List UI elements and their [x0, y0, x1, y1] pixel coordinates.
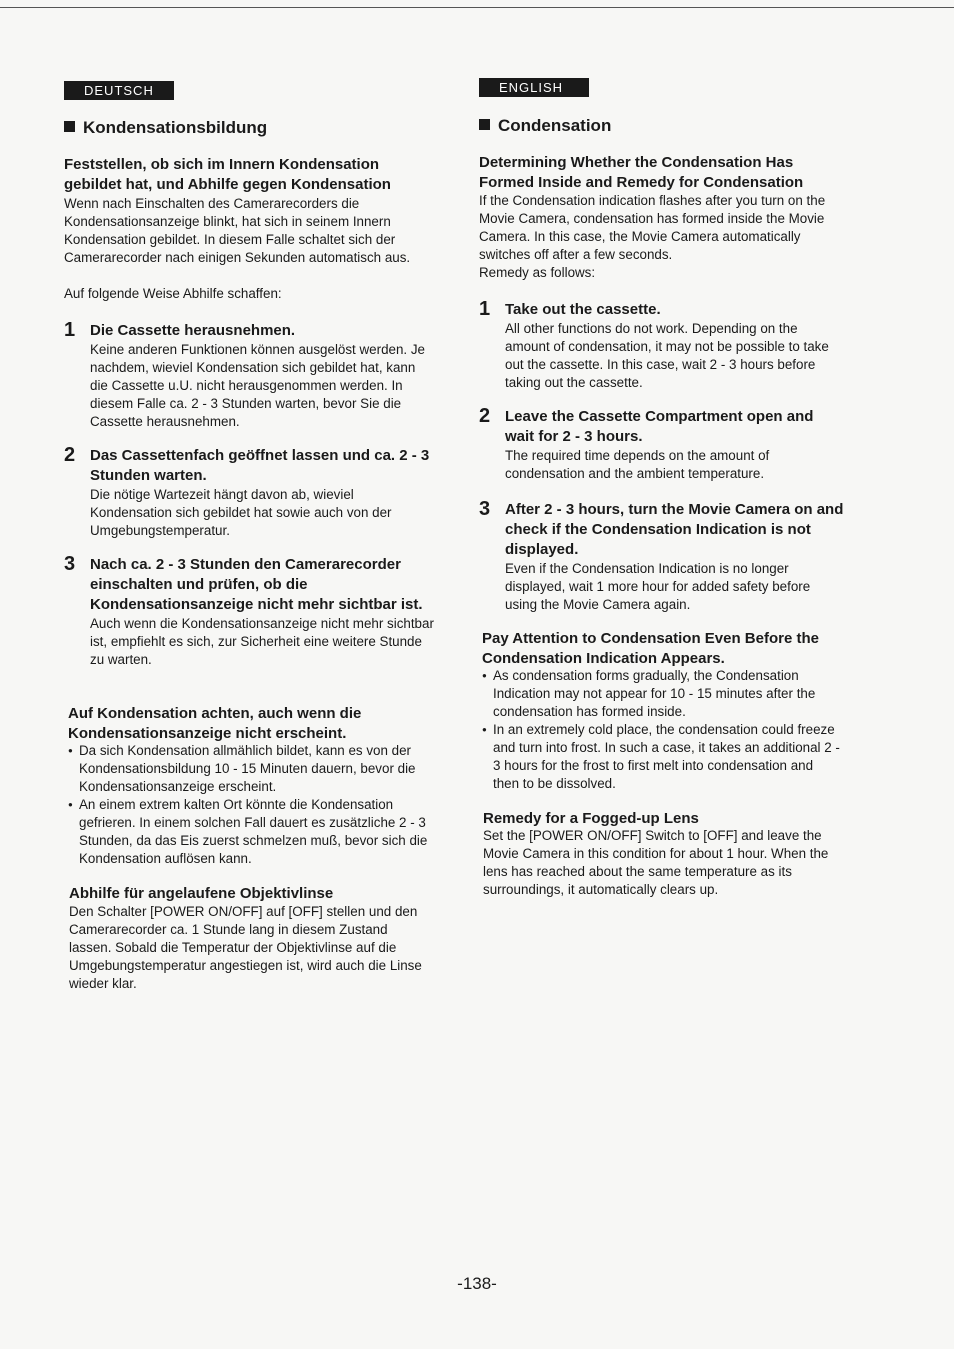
- step-body: Even if the Condensation Indication is no longer displayed, wait 1 more hour for added safety before using the Movie Camera again.: [505, 561, 811, 612]
- remedy-intro: Remedy as follows:: [479, 265, 596, 280]
- step-title: Die Cassette herausnehmen.: [90, 322, 296, 339]
- section-title: [479, 116, 611, 136]
- step-2: [479, 407, 844, 483]
- step-body: Auch wenn die Kondensationsanzeige nicht mehr sichtbar ist, empfiehlt es sich, zur Sicherheit eine weitere Stunde zu warten.: [90, 616, 434, 667]
- remedy-intro: Auf folgende Weise Abhilfe schaffen:: [64, 286, 282, 301]
- language-tag-english: ENGLISH: [479, 78, 589, 97]
- list-item: ● As condensation forms gradually, the Condensation Indication may not appear for 10 - 15 minutes after the condensation has formed inside.: [482, 667, 842, 721]
- step-number: 1: [64, 319, 76, 341]
- step-1: [64, 321, 434, 431]
- subsection-body-fogged-lens: Set the [POWER ON/OFF] Switch to [OFF] and leave the Movie Camera in this condition for about 1 hour. When the lens has reached about the same temperature as its surroundings, it automatically clears up.: [483, 828, 829, 897]
- subsection-title-check: Determining Whether the Condensation Has Formed Inside and Remedy for Condensation: [479, 154, 804, 191]
- page-number: -138-: [457, 1274, 497, 1293]
- step-body: Keine anderen Funktionen können ausgelöst werden. Je nachdem, wieviel Kondensation sich gebildet hat, kann die Cassette u.U. nicht herausgenommen werden. In diesem Falle ca. 2 - 3 Stunden warten, bevor Sie die Cassette herausnehmen.: [90, 342, 426, 429]
- subsection-title-attention: Auf Kondensation achten, auch wenn die Kondensationsanzeige nicht erscheint.: [68, 705, 362, 742]
- step-body: Die nötige Wartezeit hängt davon ab, wieviel Kondensation sich gebildet hat sowie auch von der Umgebungstemperatur.: [90, 487, 392, 538]
- step-1: [479, 300, 844, 392]
- list-item: ● An einem extrem kalten Ort könnte die Kondensation gefrieren. In einem solchen Fall dauert es zusätzliche 2 - 3 Stunden, da das Eis zuerst schmelzen muß, bevor sich die Kondensation auflösen kann.: [68, 796, 434, 868]
- step-number: 3: [479, 498, 491, 520]
- square-bullet-icon: [479, 119, 490, 130]
- subsection-title-attention: Pay Attention to Condensation Even Before the Condensation Indication Appears.: [482, 630, 819, 667]
- step-title: Das Cassettenfach geöffnet lassen und ca. 2 - 3 Stunden warten.: [90, 447, 430, 484]
- top-rule: [0, 7, 954, 8]
- step-number: 2: [479, 405, 491, 427]
- subsection-title-fogged-lens: Abhilfe für angelaufene Objektivlinse: [69, 885, 334, 902]
- subsection-title-check: Feststellen, ob sich im Innern Kondensation gebildet hat, und Abhilfe gegen Kondensation: [64, 156, 391, 193]
- list-item: ● Da sich Kondensation allmählich bildet, kann es von der Kondensationsbildung 10 - 15 Minuten dauern, bevor die Kondensationsanzeige erscheint.: [68, 742, 434, 796]
- attention-bullet-list: [482, 667, 842, 793]
- step-body: All other functions do not work. Depending on the amount of condensation, it may not be possible to take out the cassette. In this case, wait 2 - 3 hours before taking out the cassette.: [505, 321, 829, 390]
- step-number: 1: [479, 298, 491, 320]
- subsection-body-check: Wenn nach Einschalten des Camerarecorders die Kondensationsanzeige blinkt, hat sich in seinem Innern Kondensation gebildet. In diesem Falle schaltet sich der Camerarecorder nach einigen Sekunden automatisch aus.: [64, 196, 411, 265]
- language-tag-deutsch: DEUTSCH: [64, 81, 174, 100]
- step-number: 2: [64, 444, 76, 466]
- section-title: [64, 118, 267, 138]
- subsection-body-check: If the Condensation indication flashes after you turn on the Movie Camera, condensation has formed inside the Movie Camera. In this case, the Movie Camera automatically switches off after a few seconds.: [479, 193, 826, 262]
- section-title-text: Condensation: [498, 116, 612, 135]
- section-title-text: Kondensationsbildung: [83, 118, 268, 137]
- step-title: Leave the Cassette Compartment open and wait for 2 - 3 hours.: [505, 408, 814, 445]
- square-bullet-icon: [64, 121, 75, 132]
- step-number: 3: [64, 553, 76, 575]
- step-3: [64, 555, 434, 669]
- attention-bullet-list: [68, 742, 434, 868]
- step-title: Take out the cassette.: [505, 301, 661, 318]
- subsection-title-fogged-lens: Remedy for a Fogged-up Lens: [483, 810, 699, 827]
- step-body: The required time depends on the amount of condensation and the ambient temperature.: [505, 448, 770, 481]
- subsection-body-fogged-lens: Den Schalter [POWER ON/OFF] auf [OFF] stellen und den Camerarecorder ca. 1 Stunde lang in diesem Zustand lassen. Sobald die Temperatur der Objektivlinse auf die Umgebungstemperatur angestiegen ist, wird auch die Linse wieder klar.: [69, 904, 422, 991]
- list-item: ● In an extremely cold place, the condensation could freeze and turn into frost. In such a case, it takes an additional 2 - 3 hours for the frost to first melt into condensation and then to be dissolved.: [482, 721, 842, 793]
- step-title: After 2 - 3 hours, turn the Movie Camera on and check if the Condensation Indication is not displayed.: [505, 501, 844, 558]
- step-title: Nach ca. 2 - 3 Stunden den Camerarecorder einschalten und prüfen, ob die Kondensationsanzeige nicht mehr sichtbar ist.: [90, 556, 423, 613]
- step-3: [479, 500, 844, 614]
- step-2: [64, 446, 434, 540]
